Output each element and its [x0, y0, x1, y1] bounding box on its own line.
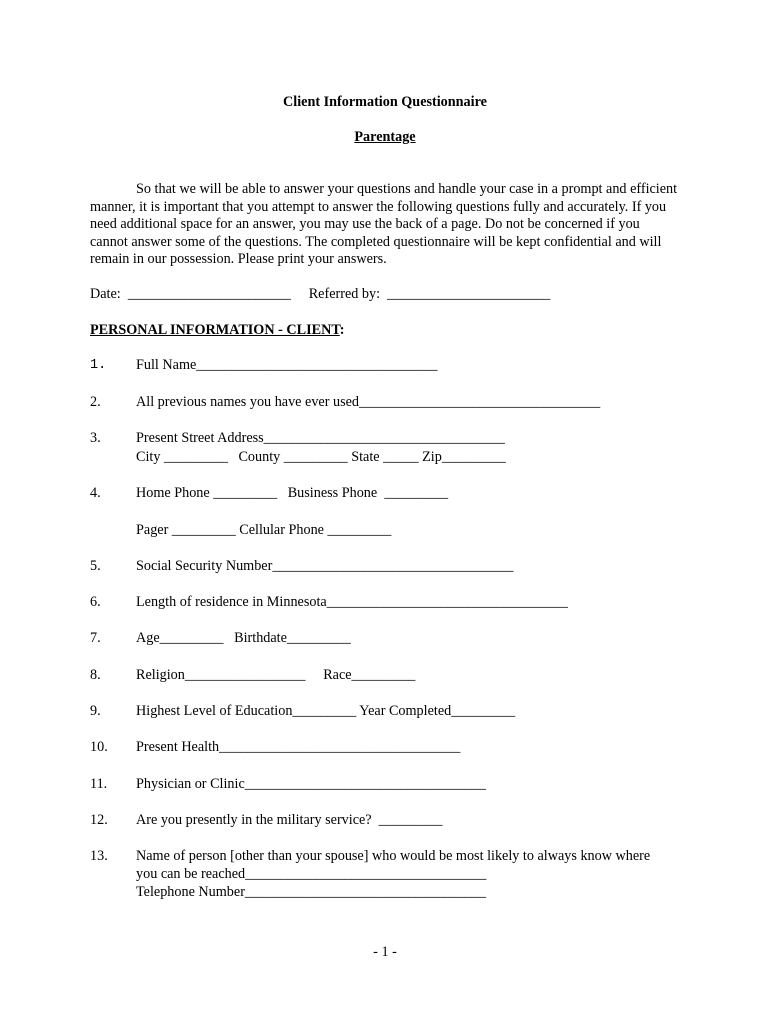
- intro-text: So that we will be able to answer your questions and handle your case in a prompt and efficient manner, it is important that you attempt to answer the following questions fully and accurately. If you need additional space for an answer, you may use the back of a page. Do not be concerned if you cannot answer some of the questions. The completed questionnaire will be kept confidential and will remain in our possession. Please print your answers.: [90, 181, 678, 268]
- question-number-8: 8.: [90, 667, 101, 683]
- contact-person-field: you can be reached__________________________________: [136, 866, 487, 882]
- question-number-5: 5.: [90, 558, 101, 574]
- residence-length-field: Length of residence in Minnesota__________________________________: [136, 594, 568, 610]
- question-number-6: 6.: [90, 594, 101, 610]
- question-number-2: 2.: [90, 394, 101, 410]
- education-field: Highest Level of Education_________ Year Completed_________: [136, 703, 516, 719]
- document-title: Client Information Questionnaire: [283, 94, 487, 110]
- question-number-3: 3.: [90, 430, 101, 446]
- age-birthdate-field: Age_________ Birthdate_________: [136, 630, 351, 646]
- street-address-field: Present Street Address__________________________________: [136, 430, 505, 446]
- question-number-13: 13.: [90, 848, 108, 864]
- present-health-field: Present Health__________________________________: [136, 739, 461, 755]
- religion-race-field: Religion_________________ Race_________: [136, 667, 416, 683]
- question-number-4: 4.: [90, 485, 101, 501]
- city-county-state-zip-field: City _________ County _________ State _____ Zip_________: [136, 449, 506, 465]
- question-number-12: 12.: [90, 812, 108, 828]
- ssn-field: Social Security Number__________________________________: [136, 558, 514, 574]
- question-number-7: 7.: [90, 630, 101, 646]
- section-heading-text: PERSONAL INFORMATION - CLIENT: [90, 322, 340, 338]
- question-number-9: 9.: [90, 703, 101, 719]
- home-business-phone-field: Home Phone _________ Business Phone _________: [136, 485, 449, 501]
- intro-paragraph: [90, 181, 680, 269]
- question-number-11: 11.: [90, 776, 108, 792]
- contact-telephone-field: Telephone Number__________________________________: [136, 884, 487, 900]
- military-service-field: Are you presently in the military service? _________: [136, 812, 443, 828]
- previous-names-field: All previous names you have ever used__________________________________: [136, 394, 601, 410]
- physician-clinic-field: Physician or Clinic__________________________________: [136, 776, 486, 792]
- document-subtitle: Parentage: [354, 129, 416, 145]
- question-number-1: 1.: [90, 358, 107, 373]
- page-number: - 1 -: [373, 944, 397, 960]
- question-number-10: 10.: [90, 739, 108, 755]
- contact-person-question: Name of person [other than your spouse] who would be most likely to always know where: [136, 848, 651, 864]
- full-name-field: Full Name__________________________________: [136, 357, 438, 373]
- date-referral-line: Date: _______________________ Referred by: _______________________: [90, 286, 551, 302]
- section-heading: [90, 322, 344, 339]
- section-heading-colon: :: [339, 322, 345, 338]
- pager-cellular-field: Pager _________ Cellular Phone _________: [136, 522, 392, 538]
